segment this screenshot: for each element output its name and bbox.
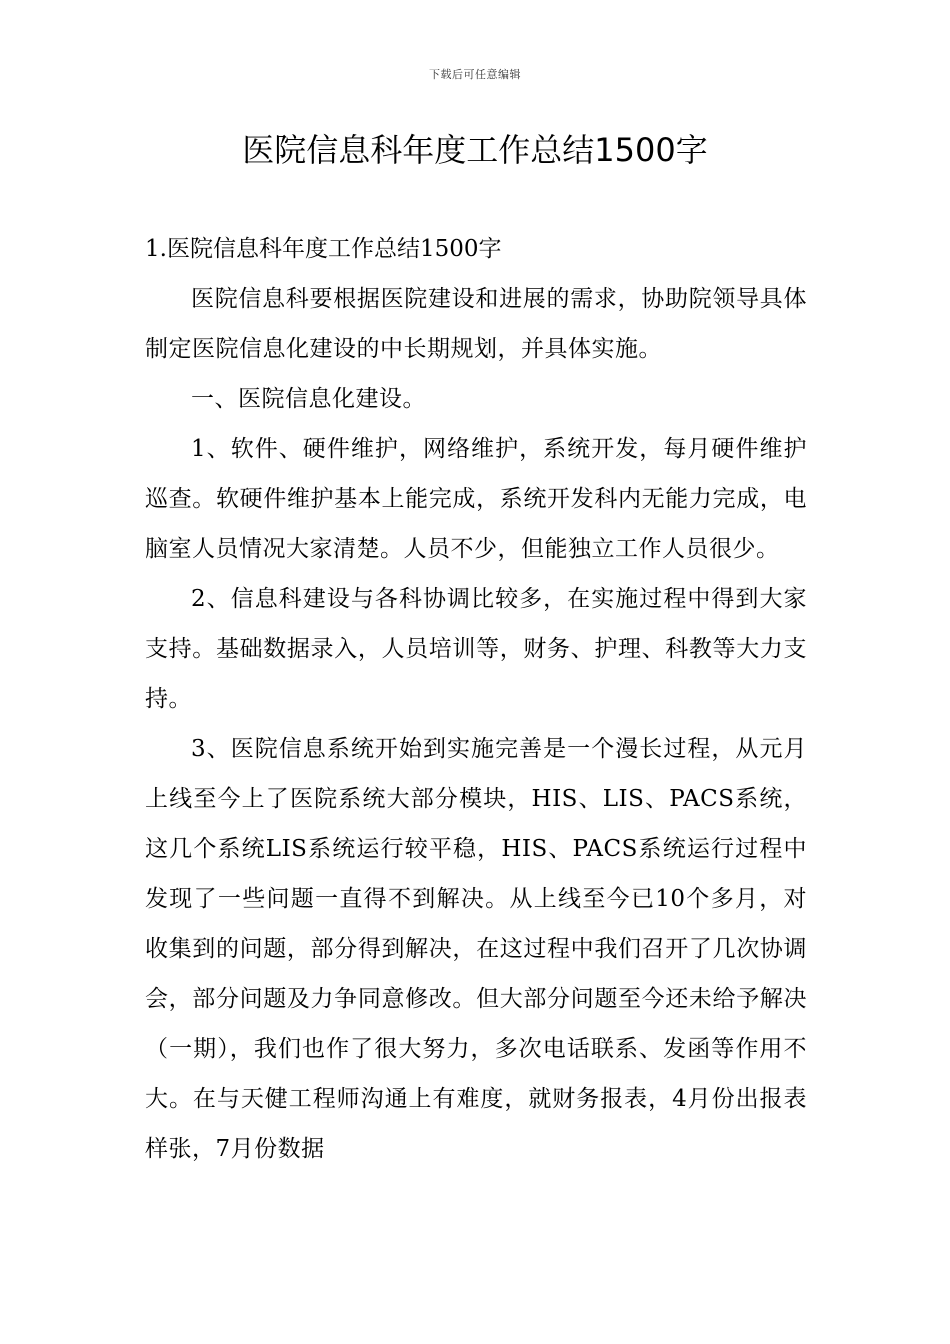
section-heading: 1.医院信息科年度工作总结1500字 [145,236,502,262]
paragraph-section-one: 一、医院信息化建设。 [191,386,426,412]
header-note: 下载后可任意编辑 [429,68,521,81]
paragraph-item-1: 1、软件、硬件维护，网络维护，系统开发，每月硬件维护巡查。软硬件维护基本上能完成，系统开发科内无能力完成，电脑室人员情况大家清楚。人员不少，但能独立工作人员很少。 [145,436,807,562]
document-title: 医院信息科年度工作总结1500字 [242,131,708,169]
document-body [145,224,807,1174]
paragraph-item-3: 3、医院信息系统开始到实施完善是一个漫长过程，从元月上线至今上了医院系统大部分模块，HIS、LIS、PACS系统，这几个系统LIS系统运行较平稳，HIS、PACS系统运行过程中发现了一些问题一直得不到解决。从上线至今已10个多月，对收集到的问题，部分得到解决，在这过程中我们召开了几次协调会，部分问题及力争同意修改。但大部分问题至今还未给予解决（一期），我们也作了很大努力，多次电话联系、发函等作用不大。在与天健工程师沟通上有难度，就财务报表，4月份出报表样张，7月份数据 [145,736,807,1162]
paragraph-intro: 医院信息科要根据医院建设和进展的需求，协助院领导具体制定医院信息化建设的中长期规划，并具体实施。 [145,286,807,362]
paragraph-item-2: 2、信息科建设与各科协调比较多，在实施过程中得到大家支持。基础数据录入，人员培训等，财务、护理、科教等大力支持。 [145,586,807,712]
